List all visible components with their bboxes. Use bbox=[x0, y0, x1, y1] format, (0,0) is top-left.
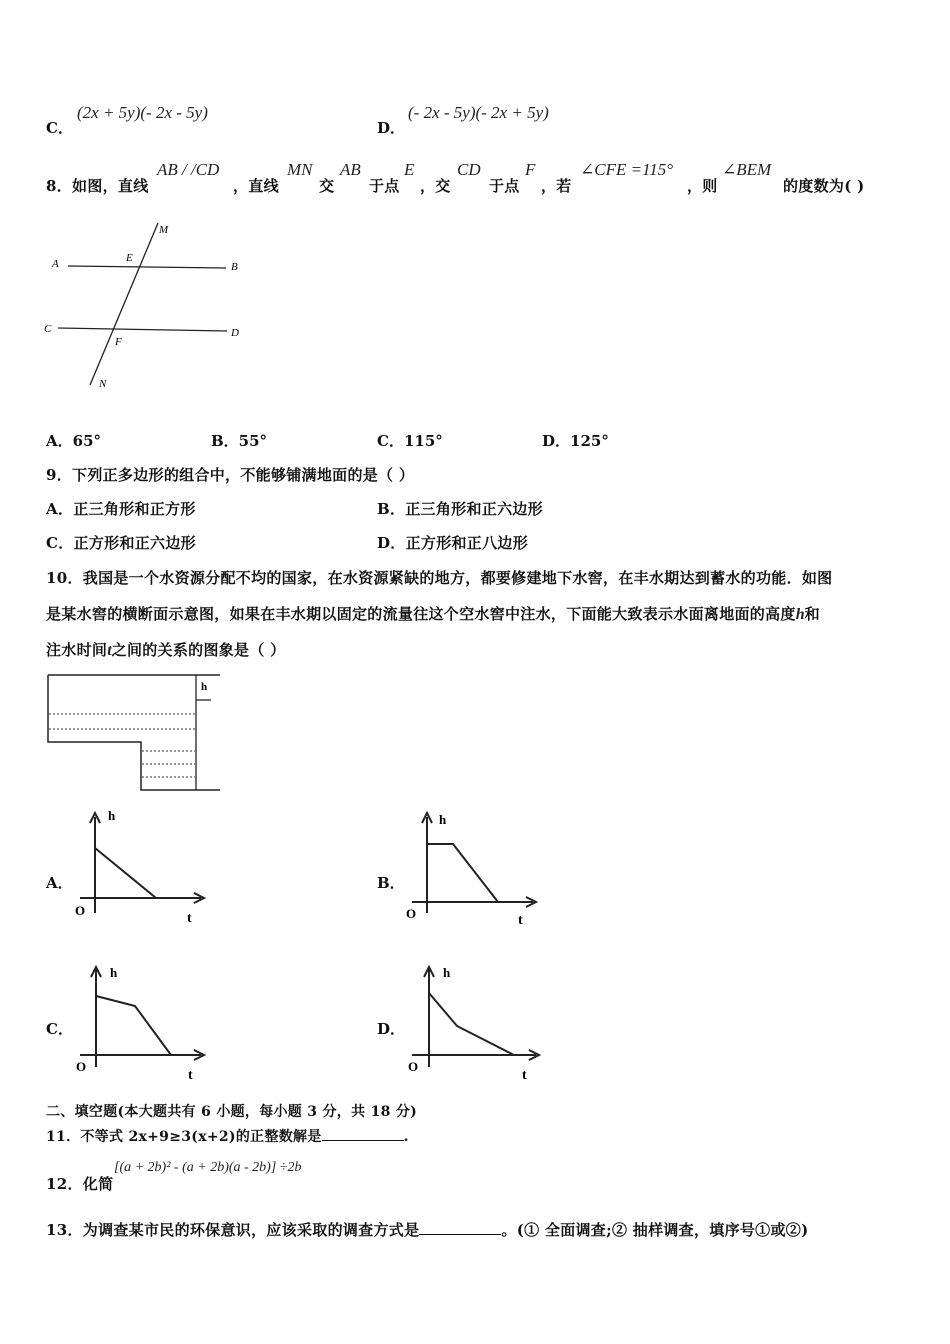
q7-option-c-expr: (2x + 5y)(- 2x - 5y) bbox=[77, 103, 208, 122]
q7-option-c-letter: C． bbox=[46, 119, 73, 137]
graph-a-o: O bbox=[75, 903, 86, 918]
label-a: A bbox=[52, 258, 59, 270]
q8-option-a: A．65° bbox=[46, 432, 102, 450]
q8-text-5: ，交 bbox=[420, 177, 451, 195]
q10-graph-a bbox=[70, 805, 215, 930]
graph-d-h: h bbox=[443, 965, 451, 980]
label-c: C bbox=[44, 323, 52, 335]
q8-text-3: 交 bbox=[319, 177, 335, 195]
graph-b-line bbox=[427, 844, 498, 902]
q8-ab: AB bbox=[340, 160, 361, 179]
q8-parallel-lines-figure bbox=[40, 215, 255, 395]
cistern-h-label: h bbox=[201, 681, 208, 693]
q8-text-8: ，则 bbox=[687, 177, 718, 195]
q13-stem: 13．为调查某市民的环保意识，应该采取的调查方式是 bbox=[46, 1221, 420, 1239]
q10-graph-c-letter: C． bbox=[46, 1020, 73, 1038]
q11 bbox=[46, 1126, 409, 1146]
line-cd bbox=[58, 328, 227, 331]
q8-text-6: 于点 bbox=[489, 177, 520, 195]
q10-graph-a-letter: A． bbox=[46, 874, 73, 892]
label-e: E bbox=[126, 252, 133, 264]
q13-end: 。(① 全面调查;② 抽样调查，填序号①或②) bbox=[501, 1221, 809, 1239]
q10-graph-d-letter: D． bbox=[377, 1020, 406, 1038]
q10-graph-d bbox=[402, 955, 547, 1083]
graph-b-h: h bbox=[439, 812, 447, 827]
q9-option-b: B．正三角形和正六边形 bbox=[377, 500, 543, 518]
graph-c-line bbox=[96, 996, 171, 1055]
graph-c-t: t bbox=[188, 1068, 193, 1083]
q8-point-f: F bbox=[525, 160, 536, 179]
q10-line-3 bbox=[46, 639, 285, 660]
q10-var-h: h bbox=[795, 606, 805, 623]
q10-graph-c bbox=[70, 955, 215, 1083]
q8-text-2: ，直线 bbox=[233, 177, 279, 195]
label-m: M bbox=[159, 224, 169, 236]
q8-option-c: C．115° bbox=[377, 432, 443, 450]
q11-answer-blank[interactable] bbox=[322, 1126, 404, 1141]
q10-line-2 bbox=[46, 603, 820, 624]
graph-a-t: t bbox=[187, 911, 192, 926]
label-n: N bbox=[99, 378, 107, 390]
q11-stem: 11．不等式 2x+9≥3(x+2)的正整数解是 bbox=[46, 1129, 322, 1145]
q12-expression: [(a + 2b)² - (a + 2b)(a - 2b)] ÷2b bbox=[114, 1160, 302, 1175]
section-2-heading: 二、填空题(本大题共有 6 小题，每小题 3 分，共 18 分) bbox=[46, 1104, 418, 1120]
q9-option-d: D．正方形和正八边形 bbox=[377, 534, 529, 552]
line-mn bbox=[90, 223, 158, 385]
q7-option-d-letter: D． bbox=[377, 119, 406, 137]
q8-cd: CD bbox=[457, 160, 481, 179]
q9-stem: 9．下列正多边形的组合中，不能够铺满地面的是（ ） bbox=[46, 466, 415, 484]
label-b: B bbox=[231, 261, 238, 273]
graph-b-o: O bbox=[406, 906, 417, 921]
q8-text-9: 的度数为( ) bbox=[783, 177, 865, 195]
q8-angle-bem: ∠BEM bbox=[722, 160, 772, 179]
q8-option-d: D．125° bbox=[542, 432, 609, 450]
q10-cistern-figure bbox=[40, 668, 220, 798]
graph-a-h: h bbox=[108, 808, 116, 823]
q10-line-2a: 是某水窖的横断面示意图，如果在丰水期以固定的流量往这个空水窖中注水，下面能大致表示水面离地面的高度 bbox=[46, 605, 796, 623]
q13 bbox=[46, 1219, 808, 1240]
q10-graph-b-letter: B． bbox=[377, 874, 405, 892]
q8-text-1: 8．如图，直线 bbox=[46, 177, 149, 195]
q11-end: . bbox=[403, 1129, 409, 1145]
q8-angle-cfe: ∠CFE =115° bbox=[580, 160, 674, 179]
q7-option-d-expr: (- 2x - 5y)(- 2x + 5y) bbox=[408, 103, 549, 122]
q9-option-a: A．正三角形和正方形 bbox=[46, 500, 196, 518]
q13-answer-blank[interactable] bbox=[419, 1220, 501, 1235]
graph-c-h: h bbox=[110, 965, 118, 980]
graph-b-t: t bbox=[518, 913, 523, 928]
cistern-outline bbox=[48, 675, 220, 790]
q10-line-3b: 之间的关系的图象是（ ） bbox=[111, 641, 286, 659]
q10-var-t: t bbox=[107, 642, 112, 659]
graph-d-o: O bbox=[408, 1059, 419, 1074]
q8-text-4: 于点 bbox=[369, 177, 400, 195]
q8-point-e: E bbox=[404, 160, 415, 179]
q10-graph-b bbox=[402, 805, 547, 930]
graph-a-line bbox=[95, 848, 156, 898]
q10-line-3a: 注水时间 bbox=[46, 641, 108, 659]
q12-stem: 12．化简 bbox=[46, 1175, 114, 1193]
graph-d-t: t bbox=[522, 1068, 527, 1083]
q8-text-7: ，若 bbox=[541, 177, 572, 195]
line-ab bbox=[68, 266, 226, 268]
label-f: F bbox=[115, 336, 122, 348]
q8-mn: MN bbox=[287, 160, 313, 179]
graph-c-o: O bbox=[76, 1059, 87, 1074]
label-d: D bbox=[231, 327, 239, 339]
q9-option-c: C．正方形和正六边形 bbox=[46, 534, 196, 552]
q8-option-b: B．55° bbox=[211, 432, 268, 450]
graph-d-line bbox=[429, 993, 514, 1055]
q10-line-1: 10．我国是一个水资源分配不均的国家，在水资源紧缺的地方，都要修建地下水窖，在丰水期达到蓄水的功能．如图 bbox=[46, 569, 833, 587]
q8-parallel: AB / /CD bbox=[157, 160, 220, 179]
q10-line-2b: 和 bbox=[804, 605, 820, 623]
